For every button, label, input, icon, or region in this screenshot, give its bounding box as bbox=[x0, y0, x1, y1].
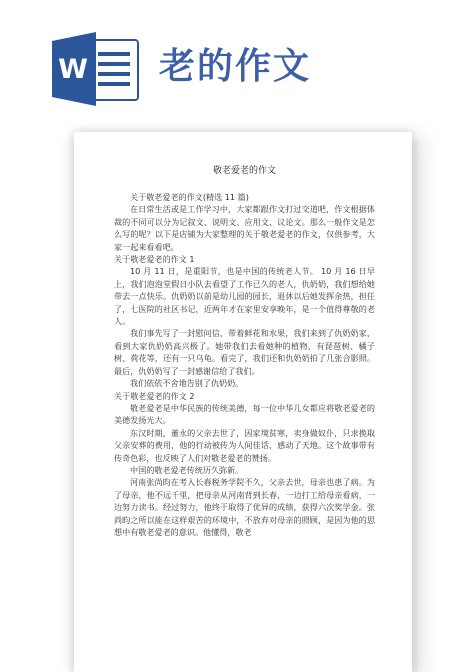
microsoft-word-icon bbox=[52, 32, 140, 106]
document-title: 敬老爱老的作文 bbox=[212, 166, 276, 176]
section-heading: 关于敬老爱老的作文 1 bbox=[114, 254, 195, 265]
header-title: 老的作文 bbox=[159, 46, 312, 87]
paragraph: 敬老爱老是中华民族的传统美德，每一位中华儿女都应将敬老爱老的美德发扬光大。 bbox=[114, 402, 375, 426]
header-banner bbox=[0, 0, 474, 120]
paragraph: 10 月 11 日，是重阳节，也是中国的传统老人节。 10 月 16 日早上，我们泡泡堂假日小队去看望了工作已久的老人，仇奶奶，我们想给她带去一点快乐。仇奶奶以前是幼儿园的园长，退休以后她发挥余热，担任了，七医院的社区书记，近两年才在家里安享晚年，是一个值得尊敬的老人。 bbox=[114, 266, 375, 327]
svg-text:W: W bbox=[58, 54, 88, 85]
paragraph: 我们事先写了一封慰问信，带着鲜花和水果，我们来到了仇奶奶家，看到大家仇奶奶高兴极了。她带我们去看她种的植物，有琵琶树、橘子树、荷花等，还有一只乌龟。看完了，我们还和仇奶奶拍了几张合影照。最后，仇奶奶写了一封感谢信给了我们。 bbox=[114, 328, 375, 376]
paragraph: 中国的敬老爱老传统历久弥新。 bbox=[130, 464, 244, 475]
document-page bbox=[74, 132, 412, 672]
paragraph: 在日常生活或是工作学习中，大家都跟作文打过交道吧，作文根据体裁的不同可以分为记叙文、说明文、应用文、议论文。那么一般作文是怎么写的呢？以下是店铺为大家整理的关于敬老爱老的作文，仅供参考，大家一起来看看吧。 bbox=[114, 204, 375, 252]
paragraph: 我们依依不舍地告别了仇奶奶。 bbox=[130, 378, 244, 389]
document-body bbox=[114, 191, 375, 538]
paragraph: 河南张尚昀在考入长春税务学院不久，父亲去世，母亲也患了病。为了母亲，他不远千里，把母亲从河南背到长春，一边打工给母亲看病，一边努力读书。经过努力，他终于取得了优异的成绩，获得六次奖学金。张尚昀之所以能在这样艰苦的环境中，不放弃对母亲的照顾，是因为他的思想中有敬老爱老的意识。他懂得，敬老 bbox=[114, 477, 375, 537]
paragraph: 东汉时期，董永的父亲去世了，因家境贫寒，卖身做奴仆，只求换取父亲安葬的费用，他的行动被传为人间佳话，感动了天地。这个故事带有传奇色彩，也反映了人们对敬老爱老的赞扬。 bbox=[114, 427, 375, 463]
section-heading: 关于敬老爱老的作文 2 bbox=[114, 390, 195, 401]
paragraph: 关于敬老爱老的作文(精选 11 篇) bbox=[130, 192, 249, 202]
